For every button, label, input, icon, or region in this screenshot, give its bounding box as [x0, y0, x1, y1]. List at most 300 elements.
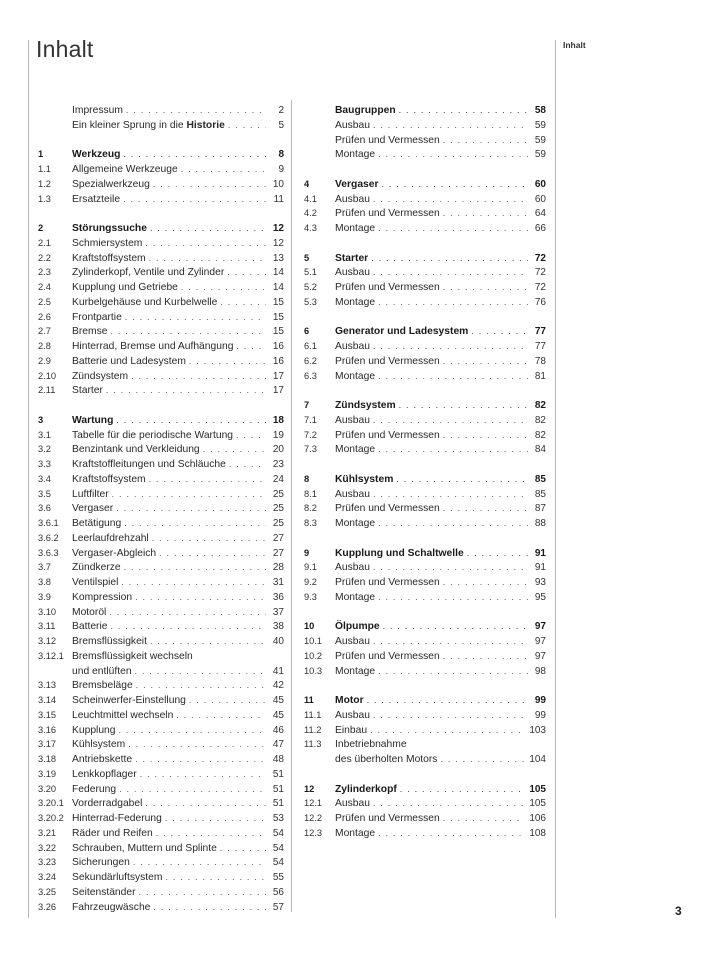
entry-title: Einbau — [335, 724, 368, 736]
entry-title: Spezialwerkzeug — [72, 178, 150, 190]
dot-leader — [181, 280, 266, 295]
entry-title: Leerlaufdrehzahl — [72, 532, 149, 544]
dot-leader — [378, 369, 528, 384]
entry-number: 3.20 — [38, 783, 57, 794]
toc-entry[interactable] — [304, 590, 546, 605]
entry-page-number: 104 — [529, 754, 546, 765]
entry-page-number: 106 — [529, 813, 546, 824]
toc-chapter-entry[interactable] — [304, 177, 546, 192]
entry-title: Hinterrad, Bremse und Aufhängung — [72, 341, 234, 352]
entry-title: Ausbau — [335, 636, 370, 647]
dot-leader — [119, 782, 266, 797]
toc-entry[interactable] — [304, 737, 546, 752]
toc-entry[interactable] — [38, 442, 284, 457]
dot-leader — [149, 251, 266, 266]
entry-number: 3.12 — [38, 636, 57, 646]
dot-leader — [153, 177, 266, 192]
entry-page-number: 15 — [272, 326, 284, 338]
entry-page-number: 45 — [272, 709, 284, 721]
entry-page-number: 23 — [272, 459, 284, 470]
entry-page-number: 84 — [534, 444, 546, 456]
dot-leader — [145, 236, 266, 251]
entry-page-number: 59 — [534, 149, 546, 161]
entry-title: Prüfen und Vermessen — [335, 577, 440, 588]
dot-leader — [227, 265, 266, 280]
toc-entry[interactable] — [38, 192, 284, 207]
toc-entry[interactable] — [38, 103, 284, 118]
entry-number: 3.12.1 — [38, 650, 64, 661]
entry-number: 3.9 — [38, 591, 51, 602]
dot-leader — [152, 531, 266, 546]
dot-leader — [378, 590, 528, 605]
entry-number: 9 — [304, 547, 310, 558]
entry-title: Schmiersystem — [72, 237, 143, 249]
entry-number: 3.16 — [38, 724, 57, 735]
toc-entry[interactable] — [38, 265, 284, 280]
toc-chapter-entry[interactable] — [304, 472, 546, 487]
entry-title: Bremsbeläge — [72, 680, 133, 692]
toc-entry[interactable] — [304, 487, 546, 502]
toc-chapter-entry[interactable] — [304, 782, 546, 797]
dot-leader — [373, 796, 525, 811]
toc-entry[interactable] — [304, 354, 546, 369]
dot-leader — [165, 811, 266, 826]
dot-leader — [229, 457, 266, 472]
toc-entry[interactable] — [304, 147, 546, 162]
entry-title: Ausbau — [335, 414, 370, 426]
entry-page-number: 14 — [272, 282, 284, 293]
entry-number: 2.2 — [38, 252, 51, 263]
dot-leader — [378, 516, 528, 531]
toc-entry[interactable] — [38, 339, 284, 354]
toc-entry[interactable] — [38, 383, 284, 398]
toc-entry[interactable] — [304, 826, 546, 841]
entry-number: 10.2 — [304, 650, 323, 661]
right-rule — [555, 40, 556, 918]
entry-title: Kühlsystem — [335, 473, 394, 485]
entry-title: Montage — [335, 518, 376, 529]
entry-number: 2 — [38, 223, 44, 233]
dot-leader — [443, 133, 528, 148]
toc-entry[interactable] — [38, 354, 284, 369]
entry-number: 9.1 — [304, 562, 317, 573]
toc-entry[interactable] — [38, 501, 284, 516]
entry-page-number: 15 — [272, 311, 284, 323]
toc-entry[interactable] — [38, 855, 284, 870]
entry-number: 10 — [304, 621, 315, 632]
toc-chapter-entry[interactable] — [38, 147, 284, 162]
entry-title: Vergaser — [335, 178, 379, 190]
entry-page-number: 48 — [272, 754, 284, 765]
entry-title: Ausbau — [335, 341, 370, 352]
toc-entry[interactable] — [38, 841, 284, 856]
entry-page-number: 81 — [534, 370, 546, 382]
dot-leader — [383, 619, 528, 634]
toc-entry[interactable] — [304, 192, 546, 207]
dot-leader — [133, 855, 266, 870]
toc-entry[interactable] — [38, 664, 284, 679]
toc-entry[interactable] — [304, 796, 546, 811]
entry-title: Montage — [335, 296, 376, 308]
entry-title: Montage — [335, 149, 376, 161]
entry-number: 6 — [304, 326, 310, 337]
toc-entry[interactable] — [38, 767, 284, 782]
entry-number: 3.26 — [38, 901, 57, 912]
entry-number: 2.3 — [38, 267, 51, 278]
entry-page-number: 25 — [272, 503, 284, 515]
dot-leader — [373, 708, 528, 723]
toc-entry[interactable] — [38, 457, 284, 472]
entry-page-number: 95 — [534, 591, 546, 603]
entry-page-number: 47 — [272, 739, 284, 751]
entry-title: Prüfen und Vermessen — [335, 282, 440, 293]
dot-leader — [236, 339, 266, 354]
dot-leader — [153, 900, 266, 915]
dot-leader — [399, 103, 528, 118]
entry-title: Ausbau — [335, 488, 370, 500]
entry-title: Kupplung und Getriebe — [72, 282, 178, 293]
toc-chapter-entry[interactable] — [304, 546, 546, 561]
entry-number: 12.2 — [304, 813, 323, 823]
entry-page-number: 25 — [272, 518, 284, 529]
entry-title: Wartung — [72, 414, 114, 426]
entry-title: Sicherungen — [72, 857, 130, 869]
entry-page-number: 17 — [272, 370, 284, 382]
entry-page-number: 2 — [278, 105, 284, 116]
entry-page-number: 42 — [272, 680, 284, 692]
dot-leader — [378, 826, 525, 841]
entry-number: 3.5 — [38, 488, 51, 499]
dot-leader — [373, 487, 528, 502]
entry-page-number: 12 — [272, 237, 284, 249]
entry-number: 1.2 — [38, 178, 51, 189]
entry-title: Generator und Ladesystem — [335, 326, 469, 338]
entry-title: Zylinderkopf — [335, 783, 397, 795]
entry-page-number: 60 — [534, 178, 546, 190]
entry-page-number: 25 — [272, 488, 284, 500]
entry-number: 3.18 — [38, 754, 57, 764]
entry-title: Kupplung — [72, 724, 116, 736]
entry-number: 3.25 — [38, 886, 57, 897]
dot-leader — [373, 634, 528, 649]
entry-number: 11 — [304, 695, 314, 705]
dot-leader — [110, 324, 266, 339]
toc-entry[interactable] — [38, 531, 284, 546]
running-header: Inhalt — [563, 40, 586, 50]
toc-entry[interactable] — [38, 487, 284, 502]
dot-leader — [124, 516, 266, 531]
entry-number: 3.22 — [38, 842, 57, 853]
toc-entry[interactable] — [304, 369, 546, 384]
toc-entry[interactable] — [38, 619, 284, 634]
toc-entry[interactable] — [38, 634, 284, 649]
toc-entry[interactable] — [304, 339, 546, 354]
entry-number: 3.2 — [38, 444, 51, 455]
entry-title: Bremsflüssigkeit — [72, 636, 147, 647]
entry-title: Werkzeug — [72, 149, 121, 161]
entry-number: 1.3 — [38, 193, 51, 204]
toc-entry[interactable] — [304, 811, 546, 826]
entry-number: 2.11 — [38, 385, 56, 396]
dot-leader — [156, 826, 266, 841]
toc-entry[interactable] — [304, 118, 546, 133]
entry-title: Kühlsystem — [72, 739, 126, 751]
entry-number: 7.3 — [304, 444, 317, 455]
entry-number: 9.3 — [304, 591, 317, 602]
dot-leader — [443, 811, 526, 826]
toc-entry[interactable] — [38, 236, 284, 251]
toc-entry[interactable] — [304, 752, 546, 767]
dot-leader — [176, 708, 266, 723]
toc-entry[interactable] — [38, 708, 284, 723]
entry-number: 5.3 — [304, 296, 317, 307]
toc-entry[interactable] — [304, 133, 546, 148]
dot-leader — [443, 575, 528, 590]
dot-leader — [116, 413, 266, 428]
dot-leader — [370, 723, 525, 738]
entry-title: Ein kleiner Sprung in die Historie — [72, 119, 225, 131]
entry-page-number: 36 — [272, 591, 284, 603]
entry-page-number: 12 — [272, 223, 284, 234]
dot-leader — [471, 324, 528, 339]
toc-entry[interactable] — [38, 162, 284, 177]
entry-number: 6.3 — [304, 370, 317, 381]
entry-page-number: 41 — [272, 665, 284, 677]
entry-title: Prüfen und Vermessen — [335, 134, 440, 146]
dot-leader — [378, 442, 528, 457]
entry-page-number: 54 — [272, 842, 284, 854]
toc-entry[interactable] — [304, 634, 546, 649]
toc-entry[interactable] — [38, 649, 284, 664]
entry-number: 8.2 — [304, 503, 317, 514]
dot-leader — [119, 723, 266, 738]
entry-page-number: 46 — [272, 724, 284, 736]
entry-page-number: 91 — [534, 562, 546, 574]
entry-title: Starter — [72, 385, 103, 397]
dot-leader — [373, 265, 528, 280]
entry-page-number: 20 — [272, 444, 284, 456]
toc-entry[interactable] — [38, 811, 284, 826]
toc-entry[interactable] — [304, 265, 546, 280]
dot-leader — [121, 575, 266, 590]
entry-title: Vergaser-Abgleich — [72, 547, 157, 559]
toc-entry[interactable] — [304, 560, 546, 575]
dot-leader — [400, 782, 526, 797]
toc-entry[interactable] — [38, 546, 284, 561]
toc-entry[interactable] — [38, 369, 284, 384]
entry-page-number: 45 — [272, 695, 284, 706]
dot-leader — [203, 442, 266, 457]
toc-entry[interactable] — [304, 723, 546, 738]
entry-title: Ventilspiel — [72, 577, 119, 588]
entry-page-number: 5 — [278, 119, 284, 131]
dot-leader — [112, 487, 266, 502]
toc-entry[interactable] — [38, 280, 284, 295]
toc-chapter-entry[interactable] — [304, 693, 546, 708]
toc-entry[interactable] — [38, 826, 284, 841]
entry-number: 3.13 — [38, 680, 57, 691]
entry-number: 3.11 — [38, 621, 56, 632]
dot-leader — [378, 295, 528, 310]
entry-title: Prüfen und Vermessen — [335, 813, 440, 824]
entry-title: Baugruppen — [335, 105, 396, 116]
toc-entry[interactable] — [304, 221, 546, 236]
toc-entry[interactable] — [304, 501, 546, 516]
entry-number: 7.1 — [304, 414, 317, 425]
entry-number: 11.2 — [304, 724, 322, 735]
toc-entry[interactable] — [304, 649, 546, 664]
entry-title: Kurbelgehäuse und Kurbelwelle — [72, 296, 218, 308]
entry-number: 2.10 — [38, 370, 57, 381]
entry-title: Ausbau — [335, 798, 370, 810]
dot-leader — [443, 649, 528, 664]
entry-number: 3.6.3 — [38, 547, 59, 558]
entry-page-number: 87 — [534, 503, 546, 515]
entry-title: Bremsflüssigkeit wechseln — [72, 650, 193, 662]
entry-number: 4.3 — [304, 223, 317, 233]
entry-title: Störungssuche — [72, 223, 147, 234]
entry-title: Ausbau — [335, 267, 370, 279]
entry-page-number: 11 — [273, 193, 284, 205]
toc-entry[interactable] — [38, 118, 284, 133]
toc-entry[interactable] — [38, 885, 284, 900]
entry-title-emphasis: Historie — [186, 119, 225, 131]
toc-chapter-entry[interactable] — [304, 398, 546, 413]
entry-title: Lenkkopflager — [72, 768, 137, 780]
toc-entry[interactable] — [38, 472, 284, 487]
entry-page-number: 31 — [272, 577, 284, 588]
toc-entry[interactable] — [38, 575, 284, 590]
entry-number: 8 — [304, 473, 310, 484]
entry-number: 6.2 — [304, 355, 317, 366]
entry-page-number: 51 — [272, 798, 284, 810]
entry-number: 3.7 — [38, 562, 51, 573]
entry-page-number: 15 — [272, 296, 284, 308]
entry-page-number: 97 — [534, 621, 546, 633]
toc-entry[interactable] — [38, 693, 284, 708]
entry-title: Prüfen und Vermessen — [335, 355, 440, 367]
toc-entry[interactable] — [38, 516, 284, 531]
entry-number: 6.1 — [304, 341, 317, 351]
entry-title: Ausbau — [335, 562, 370, 574]
toc-entry[interactable] — [38, 752, 284, 767]
entry-page-number: 16 — [272, 341, 284, 352]
left-rule — [28, 40, 29, 918]
entry-title: Zündkerze — [72, 562, 121, 574]
toc-entry[interactable] — [304, 295, 546, 310]
toc-entry[interactable] — [38, 590, 284, 605]
dot-leader — [135, 664, 266, 679]
toc-entry[interactable] — [38, 796, 284, 811]
entry-title: Prüfen und Vermessen — [335, 208, 440, 220]
toc-entry[interactable] — [38, 870, 284, 885]
dot-leader — [189, 354, 266, 369]
dot-leader — [128, 737, 266, 752]
entry-title: des überholten Motors — [335, 754, 438, 765]
entry-page-number: 8 — [278, 149, 284, 161]
entry-number: 2.7 — [38, 326, 51, 337]
toc-entry[interactable] — [38, 782, 284, 797]
toc-entry[interactable] — [38, 678, 284, 693]
toc-column-right — [304, 103, 546, 841]
entry-title: Zylinderkopf, Ventile und Zylinder — [72, 267, 225, 279]
toc-entry[interactable] — [304, 664, 546, 679]
entry-page-number: 98 — [534, 665, 546, 677]
dot-leader — [373, 560, 528, 575]
toc-entry[interactable] — [304, 442, 546, 457]
toc-chapter-entry[interactable] — [38, 221, 284, 236]
toc-chapter-entry[interactable] — [304, 251, 546, 266]
dot-leader — [443, 501, 528, 516]
dot-leader — [220, 295, 266, 310]
toc-entry[interactable] — [304, 280, 546, 295]
entry-number: 11.3 — [304, 739, 322, 750]
toc-chapter-entry[interactable] — [38, 413, 284, 428]
entry-title: Kupplung und Schaltwelle — [335, 547, 464, 559]
toc-entry[interactable] — [304, 708, 546, 723]
toc-entry[interactable] — [304, 206, 546, 221]
entry-title: Prüfen und Vermessen — [335, 429, 440, 441]
toc-entry[interactable] — [38, 737, 284, 752]
toc-entry[interactable] — [304, 413, 546, 428]
entry-title: Ausbau — [335, 193, 370, 205]
dot-leader — [136, 678, 266, 693]
entry-title: Antriebskette — [72, 754, 133, 765]
entry-title: Hinterrad-Federung — [72, 813, 162, 824]
dot-leader — [139, 885, 266, 900]
dot-leader — [378, 664, 528, 679]
dot-leader — [228, 118, 266, 133]
entry-page-number: 13 — [272, 252, 284, 264]
entry-title: Kraftstoffsystem — [72, 252, 146, 264]
entry-number: 3.4 — [38, 473, 51, 484]
toc-entry[interactable] — [38, 428, 284, 443]
toc-entry[interactable] — [38, 251, 284, 266]
entry-number: 4.2 — [304, 208, 317, 219]
entry-page-number: 55 — [272, 872, 284, 883]
toc-entry[interactable] — [38, 295, 284, 310]
toc-chapter-entry[interactable] — [304, 324, 546, 339]
entry-number: 8.1 — [304, 488, 317, 499]
entry-title: Motor — [335, 695, 364, 706]
toc-entry[interactable] — [38, 310, 284, 325]
toc-chapter-entry[interactable] — [304, 619, 546, 634]
entry-page-number: 54 — [272, 827, 284, 839]
toc-entry[interactable] — [38, 723, 284, 738]
toc-entry[interactable] — [304, 516, 546, 531]
toc-chapter-entry[interactable] — [304, 103, 546, 118]
entry-number: 5.1 — [304, 267, 317, 278]
entry-page-number: 72 — [534, 252, 546, 264]
entry-page-number: 40 — [272, 636, 284, 647]
entry-page-number: 97 — [534, 650, 546, 662]
entry-page-number: 66 — [534, 223, 546, 234]
toc-entry[interactable] — [38, 560, 284, 575]
toc-entry[interactable] — [38, 900, 284, 915]
dot-leader — [135, 752, 266, 767]
entry-page-number: 82 — [534, 400, 546, 411]
toc-entry[interactable] — [38, 605, 284, 620]
toc-entry[interactable] — [304, 575, 546, 590]
entry-title: Schrauben, Muttern und Splinte — [72, 842, 217, 854]
toc-entry[interactable] — [304, 428, 546, 443]
entry-title: Kompression — [72, 591, 133, 603]
entry-page-number: 16 — [272, 355, 284, 367]
toc-entry[interactable] — [38, 177, 284, 192]
entry-page-number: 27 — [272, 532, 284, 544]
entry-page-number: 105 — [529, 783, 546, 795]
toc-entry[interactable] — [38, 324, 284, 339]
